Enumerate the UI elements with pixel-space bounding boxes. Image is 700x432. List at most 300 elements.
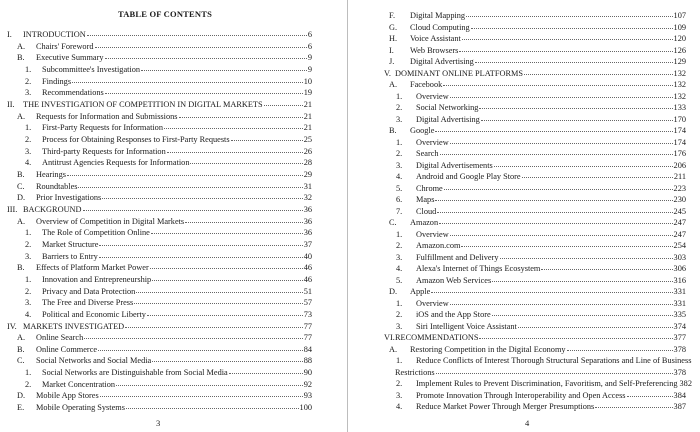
toc-entry[interactable]	[396, 102, 686, 113]
dot-leader	[479, 338, 672, 339]
entry-title: Maps	[416, 195, 435, 204]
entry-number: 4.	[396, 264, 403, 273]
toc-entry[interactable]	[396, 275, 686, 286]
dot-leader	[231, 140, 303, 141]
dot-leader	[439, 223, 672, 224]
entry-title: Digital Advertising	[416, 114, 480, 124]
entry-number: 4.	[396, 402, 403, 411]
entry-page: 206	[673, 160, 686, 170]
dot-leader	[105, 93, 303, 94]
entry-title: Effects of Platform Market Power	[36, 263, 149, 273]
toc-entry[interactable]	[25, 122, 312, 133]
toc-entry[interactable]	[17, 111, 312, 122]
toc-entry[interactable]	[17, 52, 312, 63]
toc-entry[interactable]	[17, 181, 312, 192]
dot-leader	[98, 350, 303, 351]
toc-entry[interactable]	[389, 56, 686, 67]
dot-leader	[494, 166, 673, 167]
entry-number: V.	[384, 68, 391, 78]
entry-title: BACKGROUND	[23, 204, 82, 214]
entry-title: Fulfillment and Delivery	[416, 252, 499, 262]
toc-entry[interactable]	[384, 332, 686, 343]
entry-number: 5.	[396, 275, 403, 285]
dot-leader	[164, 128, 303, 129]
dot-leader	[141, 70, 307, 71]
entry-number: A.	[389, 344, 398, 354]
dot-leader	[185, 222, 303, 223]
entry-title: Social Networking	[416, 103, 479, 112]
entry-number: 2.	[396, 241, 403, 250]
toc-entry[interactable]	[17, 355, 312, 366]
toc-entry[interactable]	[389, 79, 686, 90]
entry-title: Antitrust Agencies Requests for Information	[42, 158, 190, 168]
entry-number: 3.	[396, 321, 403, 331]
toc-entry[interactable]	[389, 22, 686, 33]
entry-page: 133	[673, 103, 686, 112]
entry-number: 1.	[396, 356, 403, 365]
entry-number: 3.	[396, 252, 403, 262]
dot-leader	[229, 373, 303, 374]
entry-title: Overview	[416, 91, 449, 101]
entry-title: Mobile Operating Systems	[36, 403, 125, 413]
entry-number: B.	[17, 344, 25, 354]
entry-title: Google	[410, 126, 435, 135]
entry-page: 29	[303, 169, 312, 179]
entry-page: 10	[303, 76, 312, 86]
entry-title: Requests for Information and Submissions	[36, 111, 178, 121]
toc-entry[interactable]	[17, 402, 312, 413]
toc-entry[interactable]	[389, 10, 686, 21]
dot-leader	[147, 315, 303, 316]
toc-entry[interactable]	[25, 309, 312, 320]
entry-title: Executive Summary	[36, 53, 104, 63]
entry-page: 174	[673, 137, 686, 147]
entry-page: 384	[673, 390, 686, 400]
entry-page: 120	[673, 34, 686, 43]
toc-entry[interactable]	[7, 29, 312, 40]
toc-entry[interactable]	[395, 367, 686, 378]
entry-page: 132	[673, 91, 686, 101]
toc-entry[interactable]	[25, 367, 312, 378]
entry-title: Hearings	[36, 169, 66, 179]
entry-title: Innovation and Entrepreneurship	[42, 274, 152, 284]
toc-entry[interactable]	[17, 41, 312, 52]
entry-title: INTRODUCTION	[23, 30, 86, 39]
entry-number: D.	[17, 391, 26, 401]
toc-entry[interactable]	[396, 91, 686, 102]
dot-leader	[492, 281, 672, 282]
entry-number: 1.	[25, 64, 32, 74]
left-page	[0, 0, 347, 432]
entry-number: 1.	[396, 137, 403, 147]
dot-leader	[450, 235, 673, 236]
dot-leader	[100, 396, 303, 397]
entry-page: 93	[303, 391, 312, 401]
entry-number: 2.	[396, 149, 403, 158]
entry-number: 5.	[396, 183, 403, 193]
dot-leader	[264, 105, 303, 106]
entry-page: 6	[307, 41, 312, 51]
entry-number: 1.	[25, 123, 32, 133]
toc-entry[interactable]	[17, 332, 312, 343]
dot-leader	[479, 108, 672, 109]
entry-page: 31	[303, 181, 312, 191]
dot-leader	[541, 269, 672, 270]
entry-page: 36	[303, 228, 312, 238]
toc-entry[interactable]	[25, 297, 312, 308]
toc-entry[interactable]	[396, 148, 686, 159]
toc-entry[interactable]	[396, 194, 686, 205]
dot-leader	[95, 47, 307, 48]
entry-page: 21	[303, 99, 312, 109]
toc-entry[interactable]	[7, 204, 312, 215]
entry-title: Cloud Computing	[410, 22, 470, 32]
toc-entry[interactable]	[25, 239, 312, 250]
entry-page: 174	[673, 126, 686, 135]
toc-title: TABLE OF CONTENTS	[117, 9, 213, 19]
entry-title: Political and Economic Liberty	[42, 309, 146, 319]
entry-page: 21	[303, 111, 312, 121]
toc-entry[interactable]	[396, 252, 686, 263]
entry-title: Chrome	[416, 183, 443, 193]
entry-title: Chairs' Foreword	[36, 41, 94, 51]
entry-title: Amazon	[410, 218, 439, 227]
dot-leader	[99, 257, 303, 258]
dot-leader	[500, 258, 673, 259]
entry-page: 331	[673, 298, 686, 308]
entry-page: 77	[303, 321, 312, 331]
entry-title: Barriers to Entry	[42, 251, 98, 261]
toc-entry[interactable]	[389, 33, 686, 44]
toc-entry[interactable]	[25, 64, 312, 75]
dot-leader	[627, 396, 673, 397]
toc-entry[interactable]	[396, 206, 686, 217]
dot-leader	[83, 210, 303, 211]
toc-entry[interactable]	[17, 169, 312, 180]
entry-number: 7.	[396, 206, 403, 216]
entry-number: G.	[389, 22, 398, 32]
entry-title: Recommendations	[42, 88, 104, 98]
entry-number: 2.	[25, 379, 32, 389]
entry-page: 36	[303, 204, 312, 214]
dot-leader	[481, 120, 673, 121]
entry-title: Restoring Competition in the Digital Economy	[410, 344, 566, 354]
entry-title: Overview	[416, 298, 449, 308]
dot-leader	[595, 407, 672, 408]
entry-title: Implement Rules to Prevent Discrimination, Favoritism, and Self-Preferencing	[416, 379, 678, 388]
entry-page: 378	[673, 367, 686, 377]
entry-title: Privacy and Data Protection	[42, 286, 136, 296]
toc-entry[interactable]	[25, 251, 312, 262]
entry-number: III.	[7, 204, 18, 214]
entry-number: 1.	[396, 91, 403, 101]
entry-number: D.	[17, 193, 26, 203]
entry-title: Findings	[42, 76, 72, 86]
toc-entry[interactable]	[25, 157, 312, 168]
entry-number: 2.	[396, 379, 403, 388]
entry-page: 377	[673, 333, 686, 342]
entry-page: 26	[303, 146, 312, 156]
toc-entry[interactable]	[396, 263, 686, 274]
toc-entry[interactable]	[25, 146, 312, 157]
entry-page: 211	[673, 172, 686, 181]
entry-title: THE INVESTIGATION OF COMPETITION IN DIGITAL MARKETS	[23, 99, 263, 109]
dot-leader	[459, 51, 672, 52]
dot-leader	[99, 245, 302, 246]
dot-leader	[72, 82, 303, 83]
entry-title: Amazon.com	[416, 241, 461, 250]
entry-page: 90	[303, 368, 312, 378]
dot-leader	[102, 198, 302, 199]
toc-entry[interactable]	[396, 183, 686, 194]
entry-number: C.	[17, 356, 25, 366]
entry-number: J.	[389, 57, 395, 66]
entry-title: MARKETS INVESTIGATED	[23, 321, 125, 331]
entry-number: 1.	[25, 228, 32, 238]
entry-page: 36	[303, 216, 312, 226]
entry-title: Overview	[416, 137, 449, 147]
entry-title: Online Search	[36, 333, 84, 343]
entry-title: Overview	[416, 229, 449, 239]
dot-leader	[152, 361, 302, 362]
toc-entry[interactable]	[389, 344, 686, 355]
entry-number: 1.	[25, 368, 32, 378]
entry-page: 132	[673, 80, 686, 89]
entry-title: The Role of Competition Online	[42, 228, 150, 238]
entry-title[interactable]: 1. Reduce Conflicts of Interest Thorough Structural Separations and Line of Business	[396, 356, 692, 365]
toc-entry[interactable]	[396, 309, 686, 320]
entry-page: 245	[673, 206, 686, 216]
entry-page: 40	[303, 251, 312, 261]
dot-leader	[84, 338, 302, 339]
dot-leader	[126, 408, 299, 409]
entry-title: Subcommittee's Investigation	[42, 64, 141, 74]
entry-page: 306	[673, 264, 686, 273]
entry-title: Online Commerce	[36, 344, 98, 354]
entry-title: Amazon Web Services	[416, 275, 492, 285]
entry-number: 1.	[25, 274, 32, 284]
entry-page: 303	[673, 252, 686, 262]
entry-title: Restrictions	[395, 367, 435, 377]
dot-leader	[436, 373, 673, 374]
entry-number: A.	[17, 333, 26, 343]
dot-leader	[105, 58, 307, 59]
entry-number: 3.	[396, 114, 403, 124]
entry-title: Social Networks are Distinguishable from Social Media	[42, 368, 228, 378]
dot-leader	[125, 327, 303, 328]
entry-page: 374	[673, 321, 686, 331]
entry-page: 25	[303, 134, 312, 144]
entry-number: C.	[17, 181, 25, 191]
dot-leader	[443, 85, 672, 86]
toc-entry[interactable]	[396, 160, 686, 171]
entry-title: Mobile App Stores	[36, 391, 99, 401]
dot-leader	[87, 35, 307, 36]
entry-page: 37	[303, 239, 312, 249]
dot-leader	[179, 117, 303, 118]
dot-leader	[437, 212, 672, 213]
entry-page: 126	[673, 45, 686, 55]
toc-entry[interactable]	[17, 216, 312, 227]
toc-entry[interactable]	[396, 137, 686, 148]
dot-leader	[136, 292, 302, 293]
toc-entry[interactable]	[396, 390, 686, 401]
entry-title: Promote Innovation Through Interoperability and Open Access	[416, 390, 626, 400]
toc-entry[interactable]	[396, 229, 686, 240]
entry-title: Market Concentration	[42, 379, 116, 389]
entry-title: Digital Mapping	[410, 11, 466, 20]
toc-entry[interactable]	[17, 390, 312, 401]
entry-page: 132	[673, 68, 686, 78]
entry-title: Siri Intelligent Voice Assistant	[416, 321, 517, 331]
entry-number: E.	[17, 403, 25, 413]
toc-entry[interactable]	[389, 45, 686, 56]
toc-entry[interactable]	[17, 344, 312, 355]
entry-title: Market Structure	[42, 239, 99, 249]
entry-page: 247	[673, 218, 686, 227]
page-number: 4	[525, 418, 530, 428]
entry-page: 92	[303, 379, 312, 389]
toc-entry[interactable]	[389, 286, 686, 297]
entry-number: 2.	[396, 103, 403, 112]
entry-number: 2.	[25, 76, 32, 86]
page-number: 3	[156, 418, 161, 428]
entry-number: II.	[7, 99, 15, 109]
dot-leader	[78, 187, 302, 188]
toc-entry[interactable]	[384, 68, 686, 79]
dot-leader	[462, 39, 673, 40]
entry-title: Search	[416, 149, 439, 158]
entry-number: F.	[389, 11, 396, 20]
entry-title: Facebook	[410, 80, 443, 89]
toc-entry[interactable]	[25, 286, 312, 297]
entry-page: 254	[673, 241, 686, 250]
entry-title: Prior Investigations	[36, 193, 102, 203]
entry-number: 3.	[25, 146, 32, 156]
right-page	[348, 0, 700, 432]
entry-page: 84	[303, 344, 312, 354]
entry-number: 6.	[396, 195, 403, 204]
entry-number: 2.	[25, 134, 32, 144]
toc-entry[interactable]	[396, 171, 686, 182]
entry-number: A.	[17, 216, 26, 226]
entry-number: A.	[17, 41, 26, 51]
entry-page: 88	[303, 356, 312, 366]
entry-title: DOMINANT ONLINE PLATFORMS	[395, 68, 523, 78]
toc-entry[interactable]	[389, 125, 686, 136]
entry-title: Apple	[410, 287, 431, 296]
dot-leader	[152, 280, 302, 281]
dot-leader	[471, 28, 673, 29]
entry-title: RECOMMENDATIONS	[395, 333, 479, 342]
entry-page: 331	[673, 287, 686, 296]
entry-page: 6	[307, 30, 312, 39]
dot-leader	[444, 189, 673, 190]
entry-number: 3.	[25, 298, 32, 308]
dot-leader	[435, 200, 672, 201]
entry-page: 378	[673, 344, 686, 354]
dot-leader	[431, 292, 672, 293]
toc-entry[interactable]	[25, 227, 312, 238]
entry-page: 100	[299, 403, 312, 413]
entry-number: B.	[389, 126, 397, 135]
dot-leader	[567, 350, 673, 351]
entry-title: iOS and the App Store	[416, 310, 491, 319]
entry-page: 223	[673, 183, 686, 193]
entry-title: Web Browsers	[410, 45, 459, 55]
toc-entry[interactable]	[396, 378, 692, 389]
entry-page: 335	[673, 310, 686, 319]
toc-entry[interactable]	[396, 114, 686, 125]
entry-title: Process for Obtaining Responses to First-Party Requests	[42, 134, 230, 144]
entry-number: 4.	[396, 172, 403, 181]
toc-entry[interactable]	[17, 192, 312, 203]
entry-page: 316	[673, 275, 686, 285]
entry-title: Social Networks and Social Media	[36, 356, 152, 366]
entry-number: 1.	[396, 298, 403, 308]
toc-entry[interactable]	[25, 76, 312, 87]
toc-entry[interactable]	[7, 99, 312, 110]
toc-entry[interactable]	[396, 401, 686, 412]
dot-leader	[435, 131, 672, 132]
entry-number: I.	[7, 30, 12, 39]
entry-page: 387	[673, 402, 686, 411]
entry-number: 3.	[25, 251, 32, 261]
entry-number: A.	[17, 111, 26, 121]
toc-entry[interactable]	[396, 240, 686, 251]
entry-number: 2.	[25, 286, 32, 296]
dot-leader	[466, 16, 672, 17]
entry-page: 77	[303, 333, 312, 343]
entry-number: C.	[389, 218, 397, 227]
dot-leader	[67, 175, 303, 176]
dot-leader	[167, 152, 303, 153]
entry-title: Roundtables	[36, 181, 78, 191]
entry-title: Third-party Requests for Information	[42, 146, 166, 156]
toc-entry[interactable]	[396, 298, 686, 309]
dot-leader	[461, 246, 672, 247]
dot-leader	[492, 315, 673, 316]
entry-number: 2.	[25, 239, 32, 249]
toc-entry[interactable]	[7, 321, 312, 332]
dot-leader	[524, 74, 673, 75]
toc-entry[interactable]	[389, 217, 686, 228]
entry-page: 247	[673, 229, 686, 239]
toc-entry[interactable]	[25, 87, 312, 98]
entry-page: 109	[673, 22, 686, 32]
entry-number: D.	[389, 287, 398, 296]
toc-entry[interactable]	[396, 321, 686, 332]
entry-number: H.	[389, 34, 398, 43]
entry-page: 46	[303, 274, 312, 284]
dot-leader	[450, 97, 673, 98]
entry-page: 28	[303, 158, 312, 168]
entry-number: A.	[389, 80, 398, 89]
entry-number: 1.	[396, 229, 403, 239]
toc-entry[interactable]	[25, 134, 312, 145]
entry-number: 3.	[25, 88, 32, 98]
entry-page: 51	[303, 286, 312, 296]
entry-number: 2.	[396, 310, 403, 319]
toc-entry[interactable]	[25, 379, 312, 390]
toc-entry[interactable]	[25, 274, 312, 285]
entry-number: VI.	[384, 333, 395, 342]
toc-entry[interactable]	[17, 262, 312, 273]
entry-page: 129	[673, 57, 686, 66]
entry-page: 73	[303, 309, 312, 319]
dot-leader	[134, 303, 302, 304]
entry-page: 230	[673, 195, 686, 204]
